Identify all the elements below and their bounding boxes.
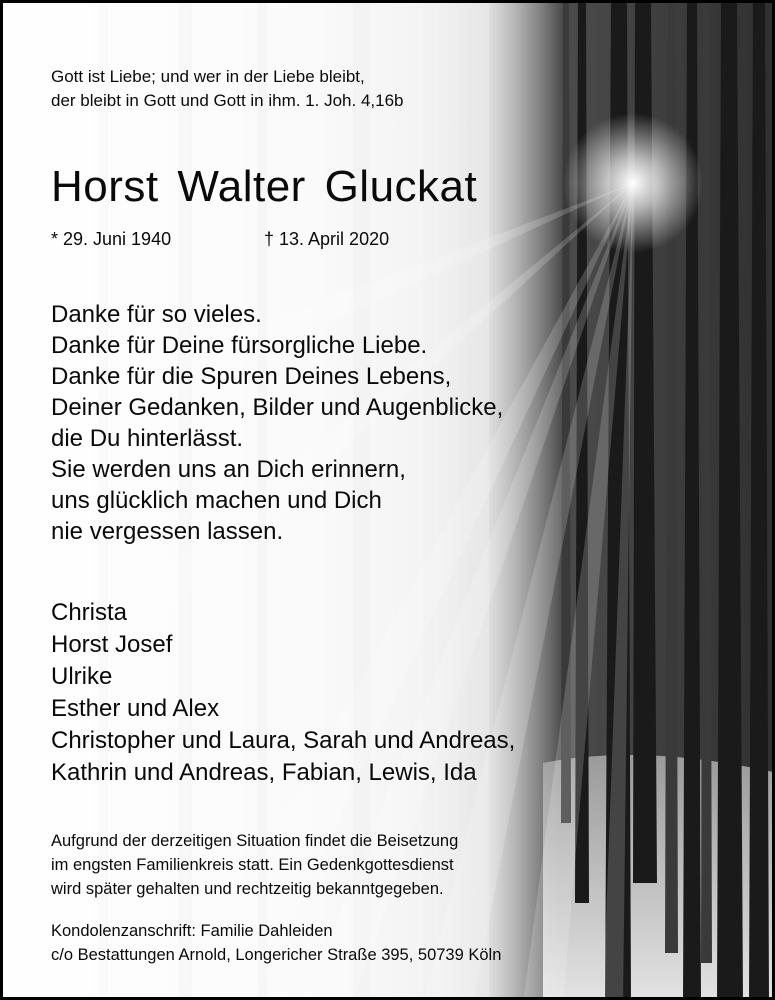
memorial-poem (51, 299, 503, 547)
info-line: wird später gehalten und rechtzeitig bekanntgegeben. (51, 880, 444, 898)
birth-date: * 29. Juni 1940 (51, 229, 172, 249)
address-line: c/o Bestattungen Arnold, Longericher Straße 395, 50739 Köln (51, 946, 502, 964)
verse-line: der bleibt in Gott und Gott in ihm. 1. Joh. 4,16b (51, 91, 404, 110)
poem-line: Danke für die Spuren Deines Lebens, (51, 363, 452, 390)
mourner-line: Esther und Alex (51, 695, 220, 722)
life-dates (51, 227, 471, 251)
mourner-line: Ulrike (51, 663, 113, 690)
mourner-line: Kathrin und Andreas, Fabian, Lewis, Ida (51, 759, 477, 786)
poem-line: uns glücklich machen und Dich (51, 487, 382, 514)
poem-line: Danke für so vieles. (51, 301, 262, 328)
mourner-line: Christopher und Laura, Sarah und Andreas, (51, 727, 516, 754)
poem-line: Danke für Deine fürsorgliche Liebe. (51, 332, 428, 359)
address-line: Kondolenzanschrift: Familie Dahleiden (51, 922, 333, 940)
poem-line: Deiner Gedanken, Bilder und Augenblicke, (51, 394, 504, 421)
condolence-address (51, 919, 501, 967)
poem-line: nie vergessen lassen. (51, 518, 284, 545)
info-line: im engsten Familienkreis statt. Ein Gedenkgottesdienst (51, 856, 454, 874)
poem-line: die Du hinterlässt. (51, 425, 244, 452)
mourners-list (51, 597, 515, 789)
funeral-info (51, 829, 458, 901)
deceased-name: Horst Walter Gluckat (51, 162, 478, 211)
info-line: Aufgrund der derzeitigen Situation findet die Beisetzung (51, 832, 459, 850)
bible-verse (51, 65, 403, 113)
mourner-line: Horst Josef (51, 631, 173, 658)
death-date: † 13. April 2020 (264, 229, 390, 249)
mourner-line: Christa (51, 599, 128, 626)
poem-line: Sie werden uns an Dich erinnern, (51, 456, 406, 483)
verse-line: Gott ist Liebe; und wer in der Liebe bleibt, (51, 67, 365, 86)
